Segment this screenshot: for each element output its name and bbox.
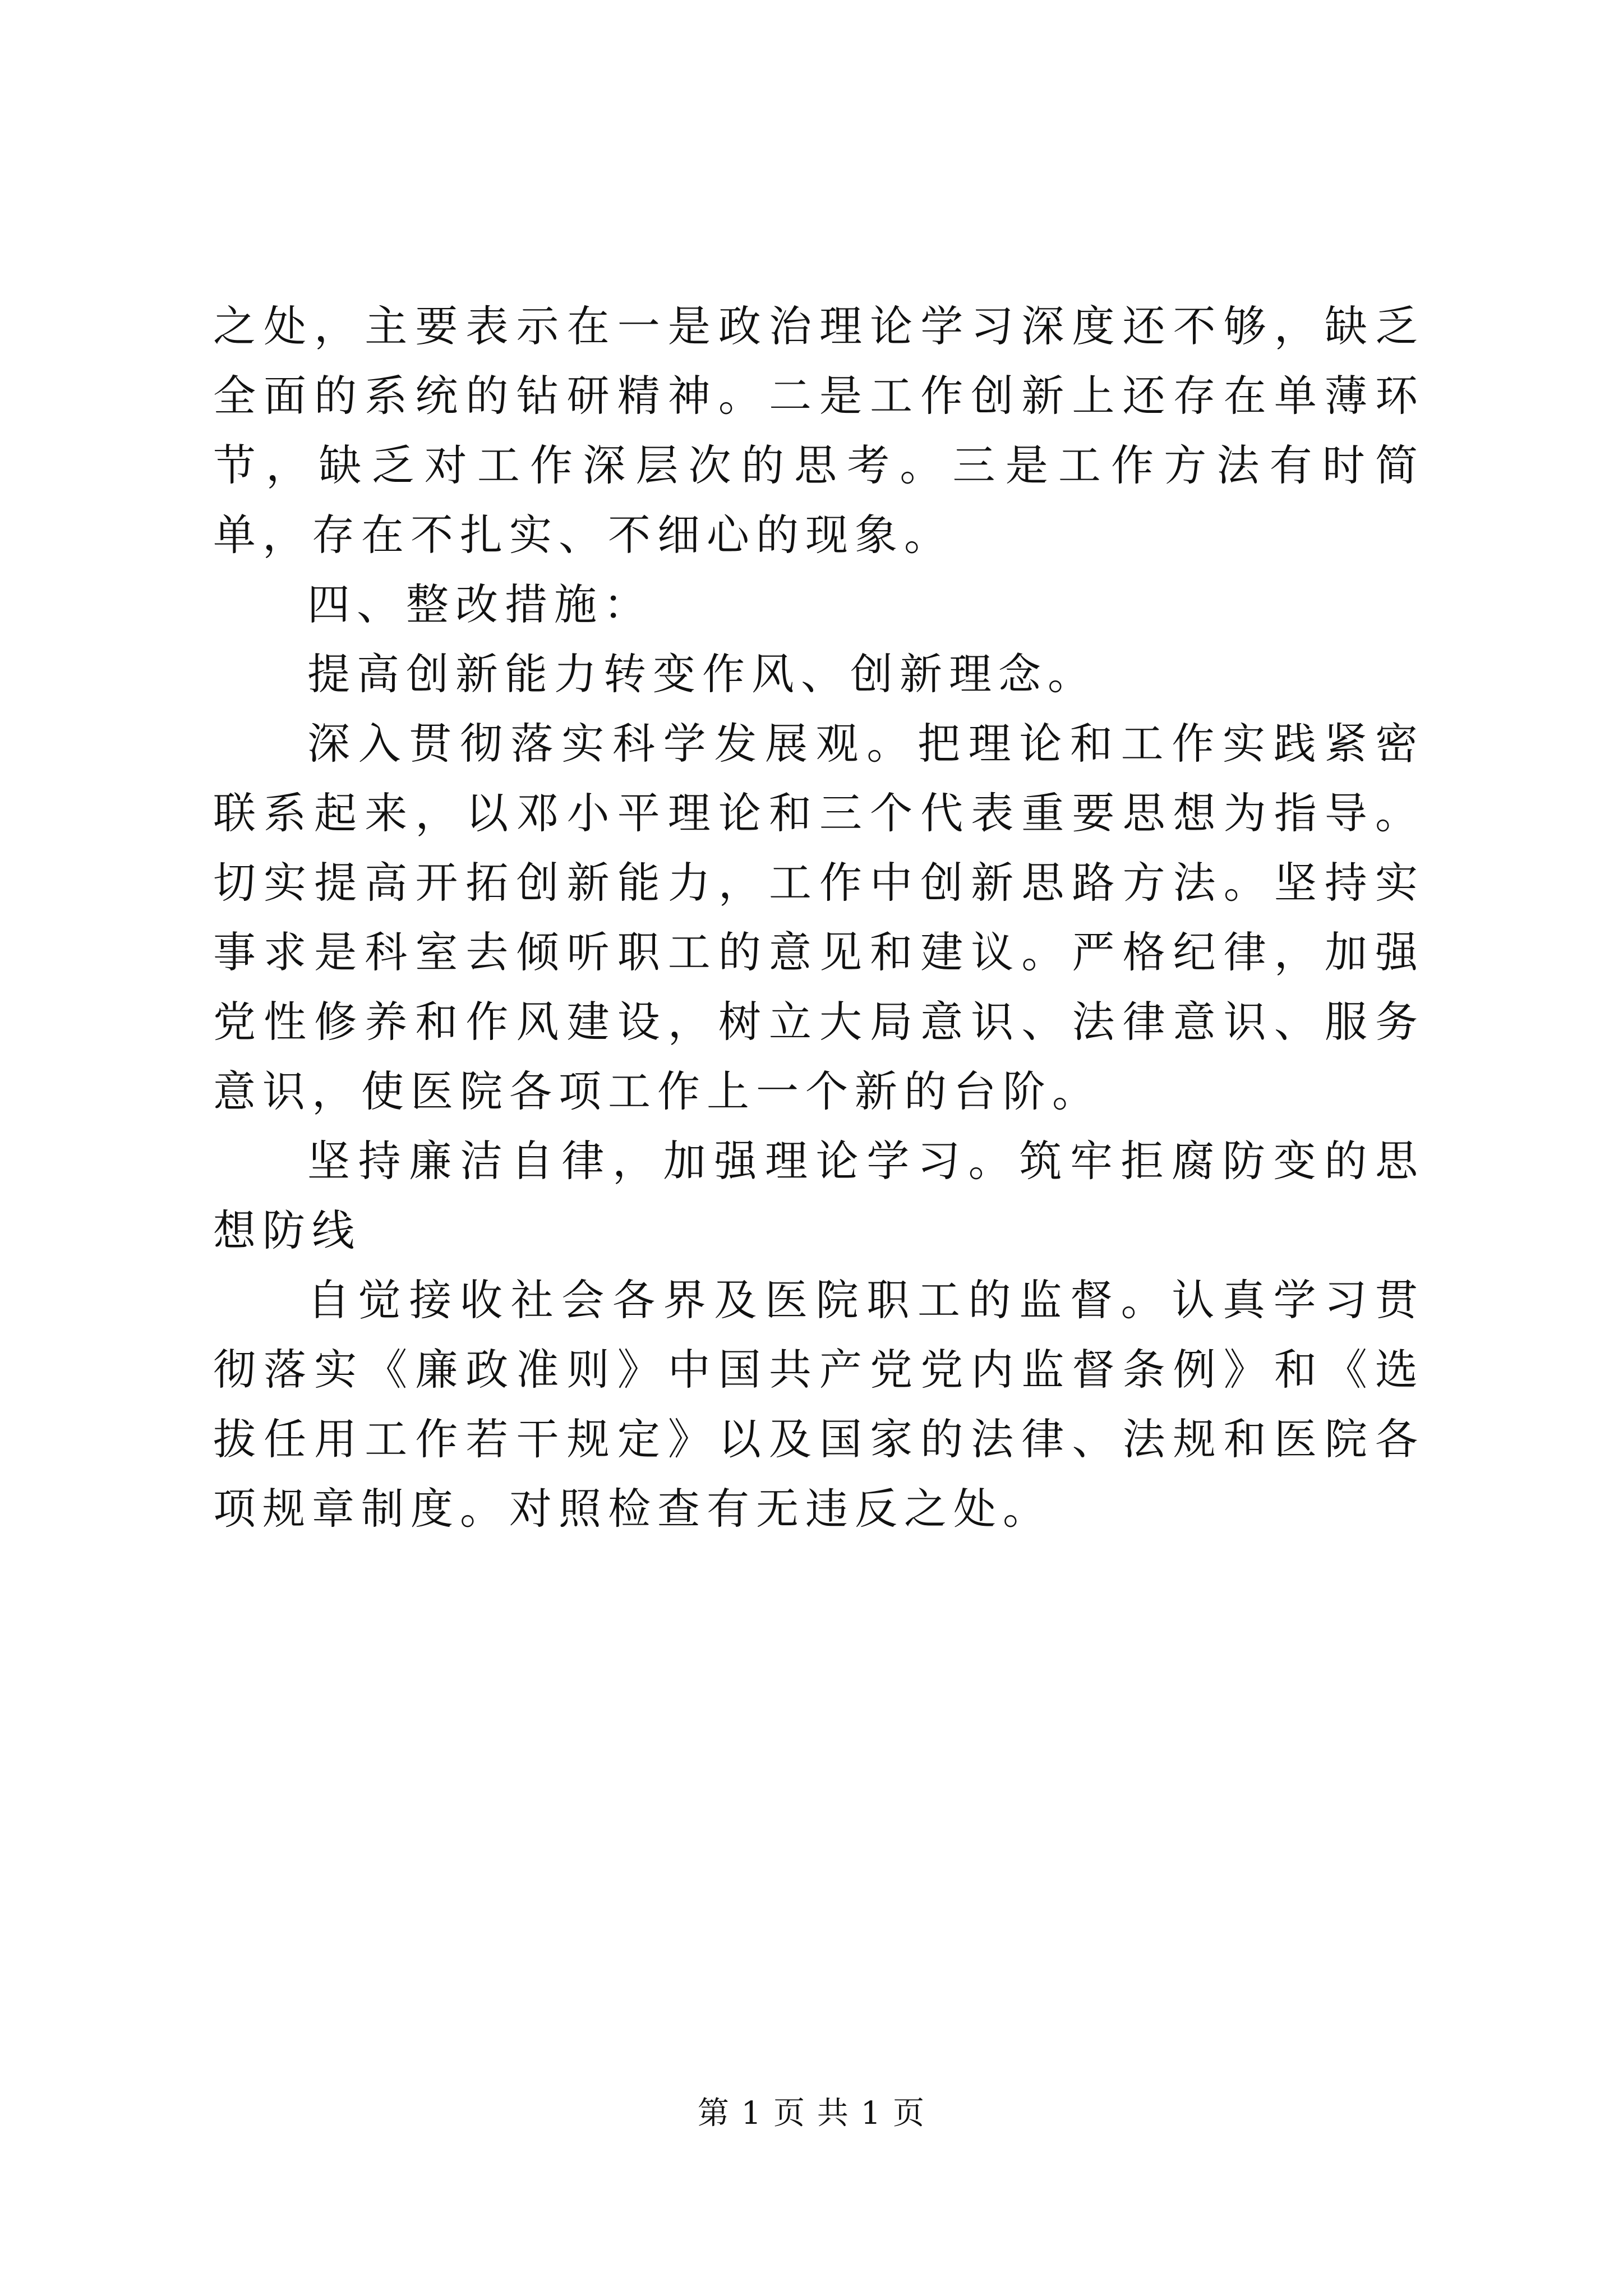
paragraph-6: 自觉接收社会各界及医院职工的监督。认真学习贯彻落实《廉政准则》中国共产党党内监督条例》和《选拔任用工作若干规定》以及国家的法律、法规和医院各项规章制度。对照检查有无违反之处。 — [213, 1275, 1424, 1534]
paragraph-1: 之处，主要表示在一是政治理论学习深度还不够，缺乏全面的系统的钻研精神。二是工作创新上还存在单薄环节，缺乏对工作深层次的思考。三是工作方法有时简单，存在不扎实、不细心的现象。 — [213, 301, 1424, 560]
paragraph-4: 深入贯彻落实科学发展观。把理论和工作实践紧密联系起来，以邓小平理论和三个代表重要思想为指导。切实提高开拓创新能力，工作中创新思路方法。坚持实事求是科室去倾听职工的意见和建议。严格纪律，加强党性修养和作风建设，树立大局意识、法律意识、服务意识，使医院各项工作上一个新的台阶。 — [213, 719, 1424, 1116]
paragraph-5: 坚持廉洁自律，加强理论学习。筑牢拒腐防变的思想防线 — [213, 1136, 1424, 1255]
document-body — [213, 292, 1424, 1544]
paragraph-3: 提高创新能力转变作风、创新理念。 — [307, 649, 1097, 699]
page-footer — [0, 2091, 1623, 2136]
paragraph-heading-4: 四、整改措施： — [307, 579, 653, 629]
page-number-label: 第 1 页 共 1 页 — [697, 2095, 926, 2132]
